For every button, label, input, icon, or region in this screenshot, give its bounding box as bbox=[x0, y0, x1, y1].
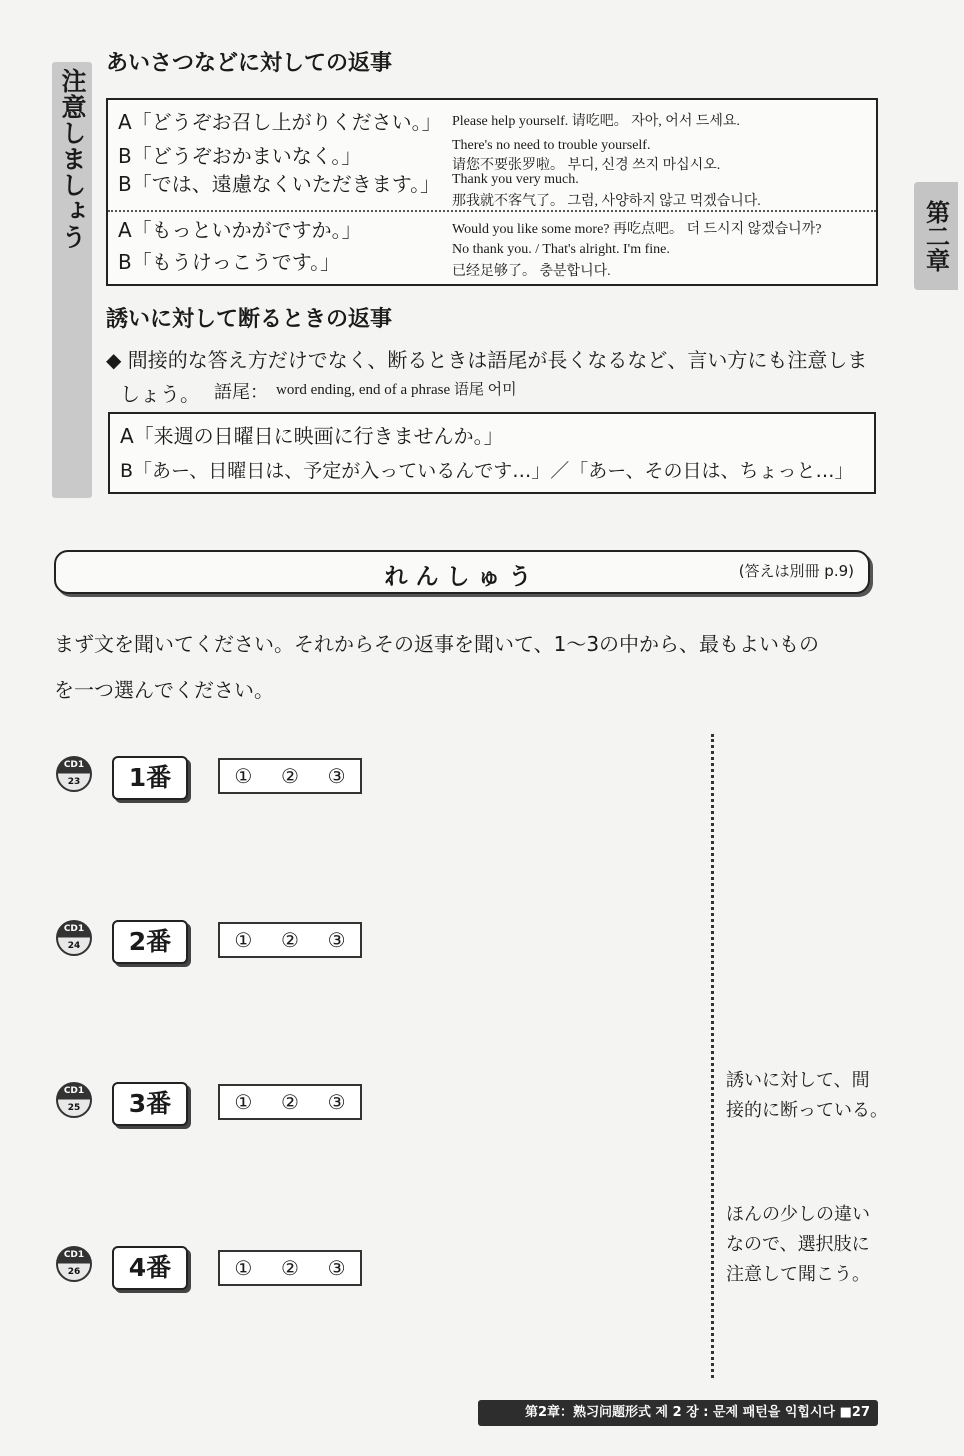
practice-header bbox=[54, 550, 870, 594]
track-number: 23 bbox=[67, 777, 81, 787]
choice-1[interactable]: ① bbox=[234, 928, 253, 952]
track-number: 26 bbox=[67, 1267, 81, 1277]
cd-label: CD1 bbox=[63, 1086, 85, 1096]
question-row bbox=[56, 756, 92, 792]
gobi-label: 語尾： bbox=[214, 382, 268, 403]
question-row bbox=[56, 920, 92, 956]
vertical-divider bbox=[711, 734, 714, 1378]
caution-label: 注意しましょう bbox=[58, 68, 87, 250]
hint-note-2-line3: 注意して聞こう。 bbox=[726, 1264, 870, 1285]
choice-1[interactable]: ① bbox=[234, 1090, 253, 1114]
hint-note-1-line2: 接的に断っている。 bbox=[726, 1100, 888, 1121]
refusal-example-a: A「来週の日曜日に映画に行きませんか。」 bbox=[120, 424, 504, 448]
greeting-tr-b3-en: No thank you. / That's alright. I'm fine. bbox=[452, 242, 670, 257]
instruction-line1: まず文を聞いてください。それからその返事を聞いて、1～3の中から、最もよいもの bbox=[54, 632, 820, 656]
answer-choices bbox=[218, 922, 362, 958]
greeting-line-b3: B「もうけっこうです。」 bbox=[118, 250, 341, 274]
choice-2[interactable]: ② bbox=[281, 1090, 299, 1114]
hint-note-1 bbox=[726, 1066, 888, 1126]
cd-label: CD1 bbox=[63, 760, 85, 770]
answer-choices bbox=[218, 1084, 362, 1120]
chapter-tab: 第二章 bbox=[914, 182, 958, 290]
greeting-tr-b1-zh-ko: 请您不要张罗啦。 부디, 신경 쓰지 마십시오. bbox=[452, 158, 721, 173]
greetings-title: あいさつなどに対しての返事 bbox=[106, 51, 393, 76]
greetings-box bbox=[106, 98, 878, 286]
instruction-line2: を一つ選んでください。 bbox=[54, 678, 274, 702]
practice-title: れんしゅう bbox=[384, 564, 540, 590]
cd-track-icon bbox=[56, 920, 92, 956]
answer-reference: (答えは別冊 p.9) bbox=[738, 562, 854, 580]
refusal-note-line2: しょう。 bbox=[120, 382, 200, 406]
greeting-tr-b1-en: There's no need to trouble yourself. bbox=[452, 138, 651, 153]
track-number: 24 bbox=[67, 941, 81, 951]
choice-3[interactable]: ③ bbox=[327, 1090, 346, 1114]
greeting-tr-b3-zh-ko: 已经足够了。 충분합니다. bbox=[452, 264, 611, 279]
cd-track-icon bbox=[56, 1246, 92, 1282]
question-number: 1番 bbox=[112, 756, 188, 800]
refusal-note-line1: ◆ 間接的な答え方だけでなく、断るときは語尾が長くなるなど、言い方にも注意しま bbox=[106, 348, 868, 372]
greeting-tr-a2: Would you like some more? 再吃点吧。 더 드시지 않겠습니까? bbox=[452, 222, 822, 237]
greeting-tr-b2-zh-ko: 那我就不客气了。 그럼, 사양하지 않고 먹겠습니다. bbox=[452, 194, 761, 209]
choice-2[interactable]: ② bbox=[281, 1256, 299, 1280]
refusal-title: 誘いに対して断るときの返事 bbox=[106, 307, 393, 332]
greeting-line-a1: A「どうぞお召し上がりください。」 bbox=[118, 110, 442, 134]
question-number: 4番 bbox=[112, 1246, 188, 1290]
hint-note-2-line2: なので、選択肢に bbox=[726, 1234, 870, 1255]
choice-1[interactable]: ① bbox=[234, 764, 253, 788]
question-number: 2番 bbox=[112, 920, 188, 964]
cd-track-icon bbox=[56, 1082, 92, 1118]
page-footer: 第2章：熟习问题形式 제 2 장 : 문제 패턴을 익힙시다 ■27 bbox=[478, 1400, 878, 1426]
track-number: 25 bbox=[67, 1103, 81, 1113]
greeting-line-b1: B「どうぞおかまいなく。」 bbox=[118, 144, 362, 168]
hint-note-2 bbox=[726, 1200, 870, 1290]
choice-2[interactable]: ② bbox=[281, 764, 299, 788]
question-row bbox=[56, 1082, 92, 1118]
refusal-example-b: B「あー、日曜日は、予定が入っているんです…」／「あー、その日は、ちょっと…」 bbox=[120, 460, 854, 482]
choice-1[interactable]: ① bbox=[234, 1256, 253, 1280]
question-row bbox=[56, 1246, 92, 1282]
cd-label: CD1 bbox=[63, 924, 85, 934]
greeting-tr-b2-en: Thank you very much. bbox=[452, 172, 579, 187]
gobi-translation: word ending, end of a phrase 语尾 어미 bbox=[276, 382, 517, 398]
hint-note-1-line1: 誘いに対して、間 bbox=[726, 1070, 870, 1091]
greeting-line-a2: A「もっといかがですか。」 bbox=[118, 218, 362, 242]
choice-2[interactable]: ② bbox=[281, 928, 299, 952]
greeting-tr-a1: Please help yourself. 请吃吧。 자아, 어서 드세요. bbox=[452, 114, 740, 129]
choice-3[interactable]: ③ bbox=[327, 1256, 346, 1280]
answer-choices bbox=[218, 758, 362, 794]
hint-note-2-line1: ほんの少しの違い bbox=[726, 1204, 870, 1225]
greetings-divider bbox=[108, 210, 876, 212]
choice-3[interactable]: ③ bbox=[327, 764, 346, 788]
greeting-line-b2: B「では、遠慮なくいただきます。」 bbox=[118, 172, 441, 196]
refusal-example-box bbox=[108, 412, 876, 494]
question-number: 3番 bbox=[112, 1082, 188, 1126]
cd-label: CD1 bbox=[63, 1250, 85, 1260]
cd-track-icon bbox=[56, 756, 92, 792]
choice-3[interactable]: ③ bbox=[327, 928, 346, 952]
answer-choices bbox=[218, 1250, 362, 1286]
